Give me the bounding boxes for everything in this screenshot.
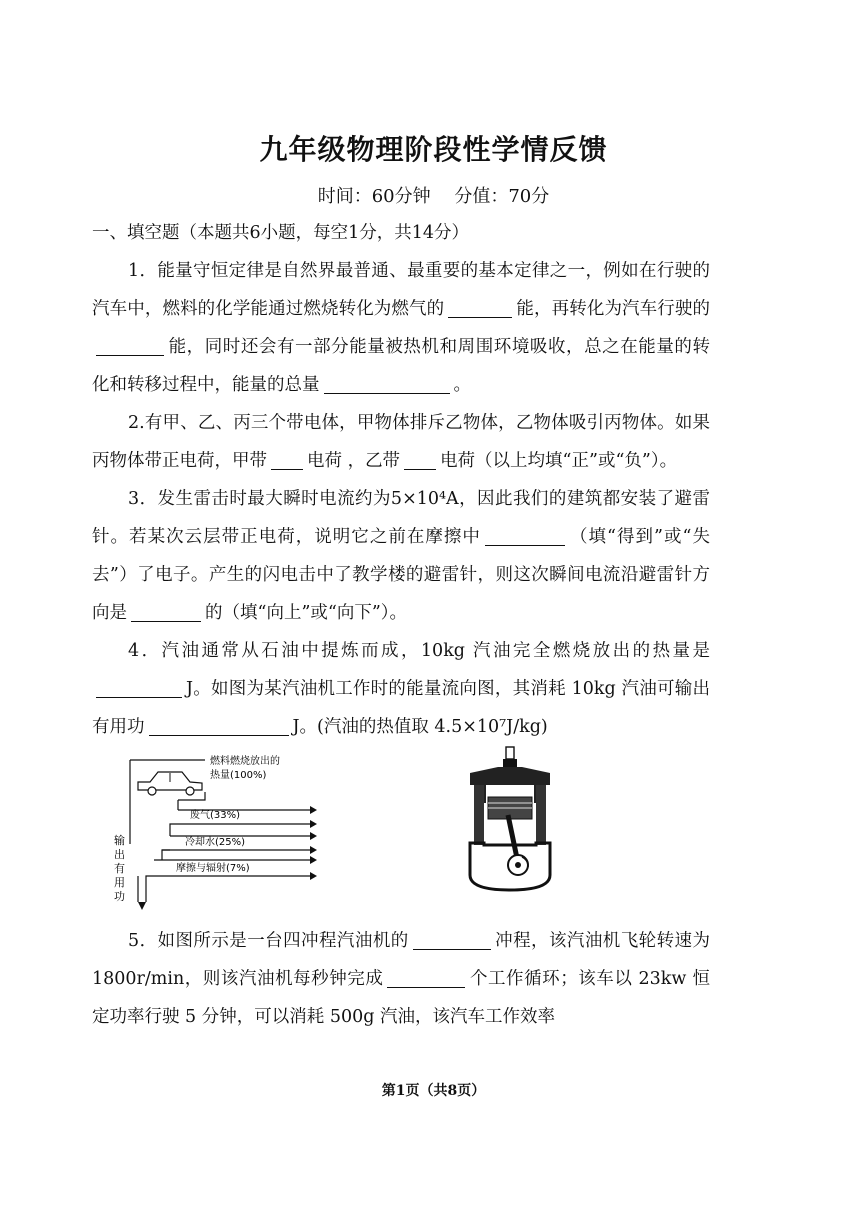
page-title: 九年级物理阶段性学情反馈: [259, 133, 608, 166]
q4-text-2: J。如图为某汽油机工作时的能量流向图，其消耗 10kg 汽油可输出有用功: [92, 679, 710, 737]
flow-friction: 摩擦与辐射(7%): [176, 863, 250, 874]
q1-text-3: 能，同时还会有一部分能量被热机和周围环境吸收，总之在能量的转化和转移过程中，能量的总量: [92, 337, 710, 395]
answer-blank[interactable]: [96, 678, 182, 698]
arrow-icon: [310, 872, 317, 880]
answer-blank[interactable]: [324, 374, 450, 394]
q4-text-3: J。(汽油的热值取 4.5×10⁷J/kg): [292, 717, 548, 737]
answer-blank[interactable]: [413, 930, 491, 950]
q2-text-2: 电荷 ，乙带: [307, 451, 401, 471]
engine-cylinder-diagram: [460, 745, 560, 895]
q3-text-1: 3．发生雷击时最大瞬时电流约为5×10⁴A，因此我们的建筑都安装了避雷针。若某次云层带正电荷，说明它之前在摩擦中: [92, 489, 710, 547]
q2-text-3: 电荷（以上均填“正”或“负”）。: [440, 451, 678, 471]
output-char: 出: [114, 848, 125, 861]
output-char: 输: [114, 834, 125, 847]
output-char: 用: [114, 876, 125, 889]
flow-exhaust: 废气(33%): [190, 810, 241, 821]
question-5: [92, 922, 710, 1036]
exam-meta: 时间：60分钟 分值：70分: [317, 186, 550, 207]
output-char: 有: [114, 862, 125, 875]
energy-flow-diagram: [110, 752, 330, 922]
answer-blank[interactable]: [485, 526, 565, 546]
answer-blank[interactable]: [131, 602, 201, 622]
q5-text-1: 5．如图所示是一台四冲程汽油机的: [128, 931, 409, 951]
flow-top-label-1: 燃料燃烧放出的: [210, 756, 280, 767]
q2-text-1: 2.有甲、乙、丙三个带电体，甲物体排斥乙物体，乙物体吸引丙物体。如果丙物体带正电荷，甲带: [92, 413, 710, 471]
answer-blank[interactable]: [96, 336, 164, 356]
arrow-down-icon: [138, 902, 146, 910]
arrow-icon: [310, 806, 317, 814]
arrow-icon: [310, 856, 317, 864]
q5-text-3: 个工作循环；该车以 23kw 恒定功率行驶 5 分钟，可以消耗 500g 汽油，该汽车工作效率: [92, 969, 710, 1027]
answer-blank[interactable]: [271, 450, 303, 470]
q1-text-1: 1．能量守恒定律是自然界最普通、最重要的基本定律之一，例如在行驶的汽车中，燃料的化学能通过燃烧转化为燃气的: [92, 261, 710, 319]
arrow-icon: [310, 820, 317, 828]
answer-blank[interactable]: [149, 716, 289, 736]
answer-blank[interactable]: [448, 298, 512, 318]
car-icon: [138, 772, 202, 795]
spark-plug-icon: [503, 747, 517, 767]
page-footer: 第1页（共8页）: [381, 1083, 486, 1099]
q4-text-1: 4．汽油通常从石油中提炼而成，10kg 汽油完全燃烧放出的热量是: [128, 641, 710, 661]
q5-text-2: 冲程，该汽油机飞轮转速为 1800r/min，则该汽油机每秒钟完成: [92, 931, 710, 989]
answer-blank[interactable]: [387, 968, 465, 988]
q3-text-2: （填“得到”或“失去”）了电子。产生的闪电击中了教学楼的避雷针，则这次瞬间电流沿避雷针方向是: [92, 527, 711, 623]
arrow-icon: [310, 832, 317, 840]
flow-top-label-2: 热量(100%): [210, 770, 267, 781]
q3-text-3: 的（填“向上”或“向下”）。: [205, 603, 408, 623]
q1-text-2: 能，再转化为汽车行驶的: [516, 299, 711, 319]
answer-blank[interactable]: [404, 450, 436, 470]
section-heading: 一、填空题（本题共6小题，每空1分，共14分）: [92, 223, 470, 243]
crankshaft-icon: [508, 855, 528, 875]
flow-cooling: 冷却水(25%): [185, 837, 246, 848]
question-3: [92, 480, 710, 632]
output-char: 功: [114, 890, 125, 903]
question-2: [92, 404, 710, 480]
question-4: [92, 632, 710, 746]
arrow-icon: [310, 846, 317, 854]
question-1: [92, 252, 710, 404]
q1-text-4: 。: [453, 375, 471, 395]
